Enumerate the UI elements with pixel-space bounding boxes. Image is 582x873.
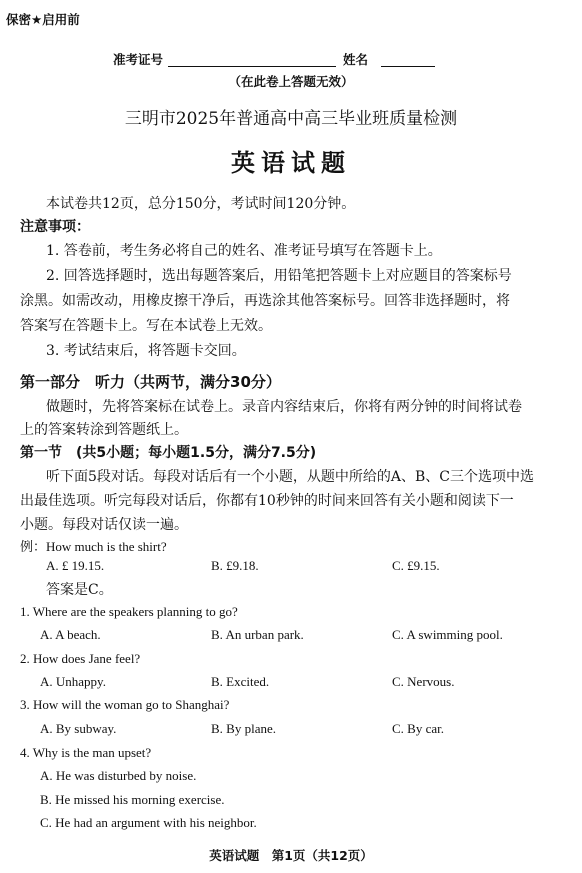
section1-line-1: 听下面5段对话。每段对话后有一个小题，从题中所给的A、B、C三个选项中选 (46, 469, 535, 485)
name-label: 姓名 (343, 52, 369, 67)
example-option-b: B. £9.18. (211, 558, 259, 573)
no-answer-warning: （在此卷上答题无效） (228, 74, 354, 89)
section1-line-3: 小题。每段对话仅读一遍。 (20, 517, 188, 533)
option-b[interactable]: B. He missed his morning exercise. (40, 792, 225, 807)
option-b[interactable]: B. By plane. (211, 721, 276, 736)
question-stem: 4. Why is the man upset? (20, 745, 152, 760)
section1-heading: 第一节 (共5小题；每小题1.5分，满分7.5分) (20, 445, 317, 461)
option-a[interactable]: A. A beach. (40, 627, 101, 642)
note-1: 1. 答卷前，考生务必将自己的姓名、准考证号填写在答题卡上。 (46, 243, 442, 259)
option-c[interactable]: C. He had an argument with his neighbor. (40, 815, 257, 830)
option-a[interactable]: A. By subway. (40, 721, 117, 736)
option-b[interactable]: B. Excited. (211, 674, 270, 689)
intro-text: 本试卷共12页，总分150分，考试时间120分钟。 (46, 196, 356, 212)
option-a[interactable]: A. Unhappy. (40, 674, 106, 689)
confidential-mark: 保密★启用前 (6, 12, 80, 27)
part1-desc-line-1: 做题时，先将答案标在试卷上。录音内容结束后，你将有两分钟的时间将试卷 (46, 399, 522, 415)
note-2-line-2: 涂黑。如需改动，用橡皮擦干净后，再选涂其他答案标号。回答非选择题时，将 (20, 293, 510, 309)
id-number-field[interactable] (168, 66, 336, 67)
note-2-line-1: 2. 回答选择题时，选出每题答案后，用铅笔把答题卡上对应题目的答案标号 (46, 268, 512, 284)
note-2-line-3: 答案写在答题卡上。写在本试卷上无效。 (20, 318, 272, 334)
name-field[interactable] (381, 66, 435, 67)
example-option-a: A. £ 19.15. (46, 558, 105, 573)
id-number-label: 准考证号 (113, 52, 164, 67)
option-b[interactable]: B. An urban park. (211, 627, 304, 642)
option-c[interactable]: C. Nervous. (392, 674, 455, 689)
question-stem: 3. How will the woman go to Shanghai? (20, 697, 230, 712)
example-answer: 答案是C。 (46, 582, 113, 598)
page-footer: 英语试题 第1页（共12页） (209, 848, 373, 863)
section1-line-2: 出最佳选项。听完每段对话后，你都有10秒钟的时间来回答有关小题和阅读下一 (20, 493, 514, 509)
part1-desc-line-2: 上的答案转涂到答题纸上。 (20, 422, 188, 438)
exam-title: 三明市2025年普通高中高三毕业班质量检测 (124, 109, 458, 129)
option-c[interactable]: C. A swimming pool. (392, 627, 503, 642)
part1-heading: 第一部分 听力（共两节，满分30分） (20, 373, 281, 391)
example-question: 例：How much is the shirt? (20, 539, 167, 554)
question-stem: 2. How does Jane feel? (20, 651, 141, 666)
option-a[interactable]: A. He was disturbed by noise. (40, 768, 197, 783)
example-option-c: C. £9.15. (392, 558, 440, 573)
option-c[interactable]: C. By car. (392, 721, 444, 736)
notes-heading: 注意事项： (20, 219, 90, 235)
question-stem: 1. Where are the speakers planning to go? (20, 604, 238, 619)
note-3: 3. 考试结束后，将答题卡交回。 (46, 343, 246, 359)
subject-title: 英语试题 (231, 149, 351, 177)
